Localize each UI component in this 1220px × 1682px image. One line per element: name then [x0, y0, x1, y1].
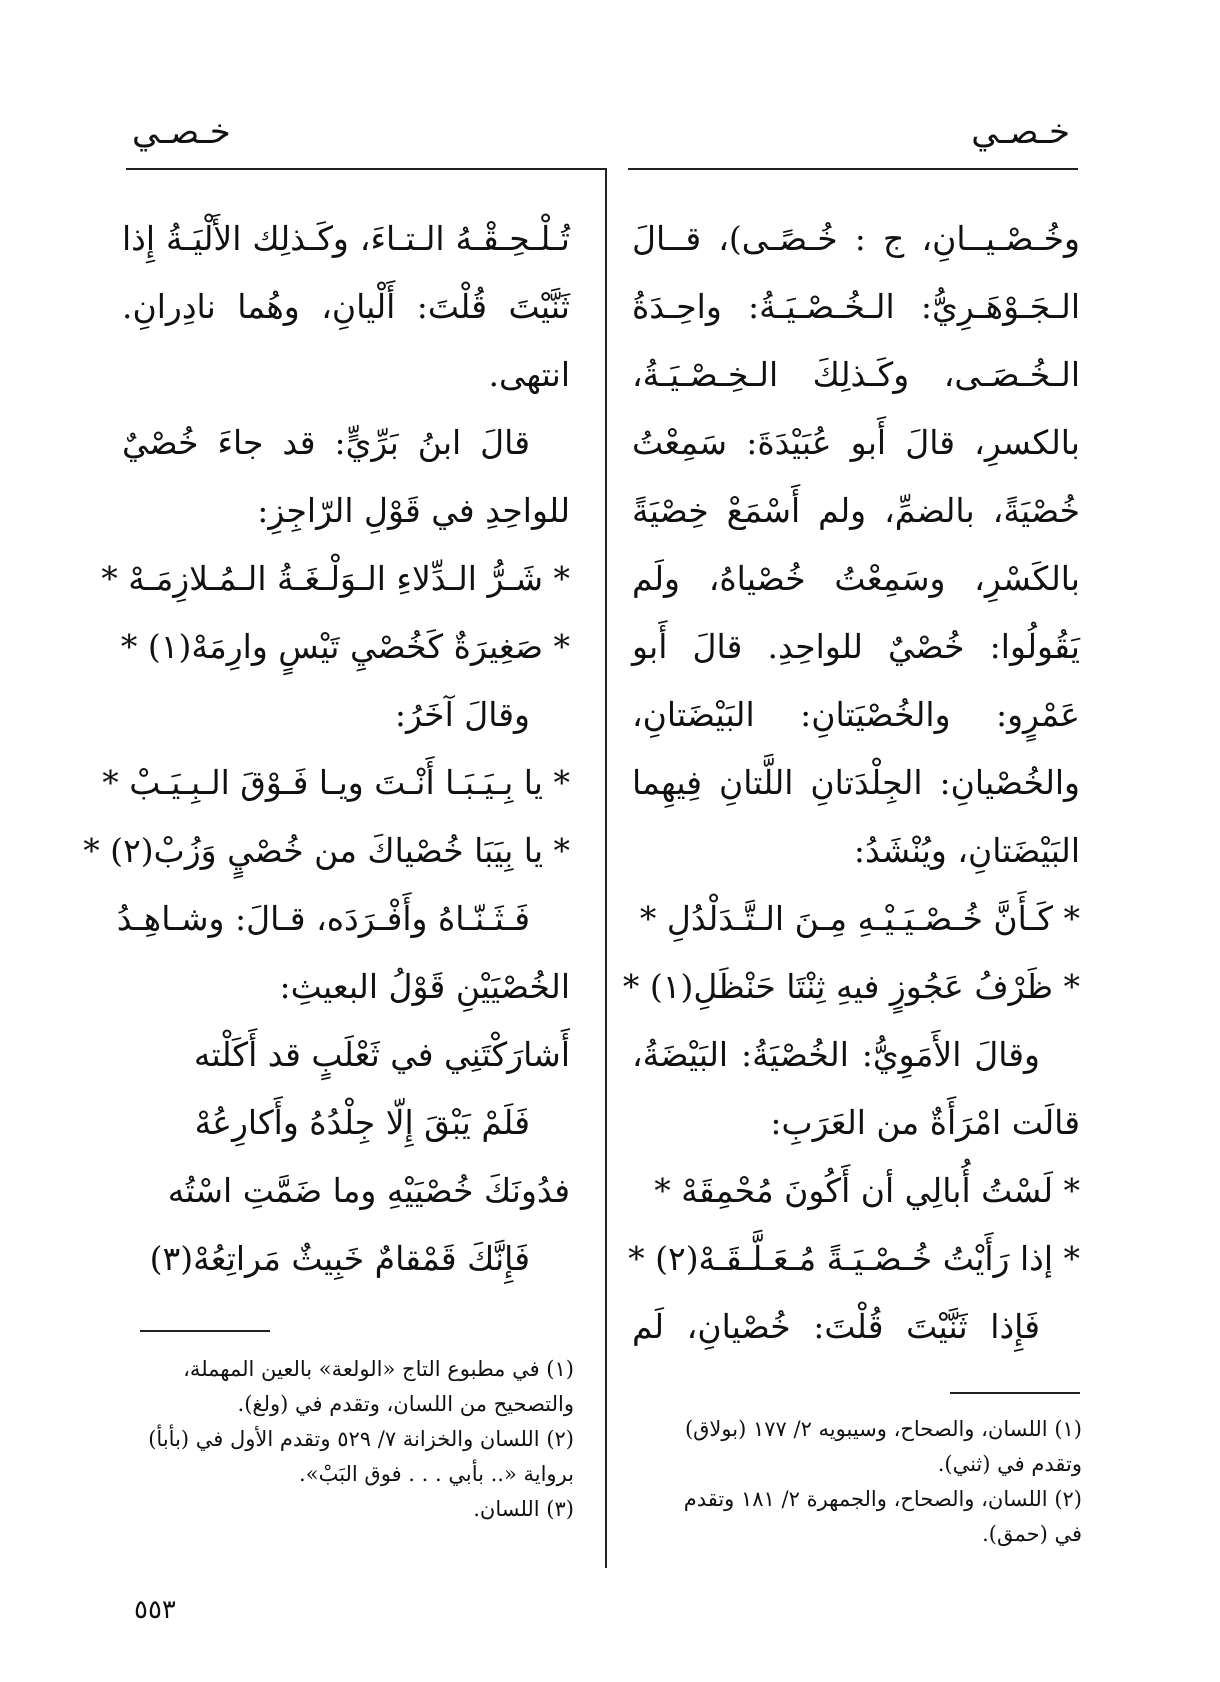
header-rule-left	[126, 168, 606, 170]
column-divider	[605, 168, 607, 1568]
verse-line: * ظَرْفُ عَجُوزٍ فيهِ ثِنْتَا حَنْظَلِ(١) *	[622, 967, 1080, 1006]
verse-line: * صَغِيرَةٌ كَخُصْيِ تَيْسٍ وارِمَهْ(١) *	[120, 627, 570, 666]
footnote: برواية «.. بأبي . . . فوق البَبْ».	[299, 1462, 574, 1486]
text-line: بالكَسْرِ، وسَمِعْتُ خُصْياهُ، ولَم	[632, 559, 1080, 598]
footnote: وتقدم في (ثني).	[937, 1452, 1082, 1476]
verse-line: * كَـأَنَّ خُـصْـيَـيْـهِ مِـنَ الـتَّـدَلْدُلِ *	[639, 899, 1080, 938]
verse-line: * شَـرُّ الـدِّلاءِ الـوَلْـغَـةُ الـمُـلازِمَـهْ *	[101, 559, 570, 598]
text-line: والخُصْيانِ: الجِلْدَتانِ اللَّتانِ فِيهِما	[632, 763, 1080, 802]
text-line: للواحِدِ في قَوْلِ الرّاجِزِ:	[257, 491, 570, 530]
text-line: ثَنَّيْتَ قُلْتَ: أَلْيانِ، وهُما نادِرانِ.	[122, 287, 570, 326]
poem-hemistich: فَإِنَّكَ قَمْقامٌ خَبِيثٌ مَراتِعُهْ(٣)	[149, 1239, 530, 1278]
footnote: في (حمق).	[982, 1522, 1082, 1546]
text-line: انتهى.	[488, 355, 570, 394]
text-line: بالكسرِ، قالَ أَبو عُبَيْدَةَ: سَمِعْتُ	[632, 423, 1080, 462]
verse-line: * يا بِـيَـبَـا أَنْـتَ ويـا فَـوْقَ الـبِـيَـبْ *	[102, 763, 570, 802]
running-header-right: خـصـي	[971, 112, 1070, 152]
footnote: (١) اللسان، والصحاح، وسيبويه ٢/ ١٧٧ (بولاق)	[684, 1417, 1082, 1441]
left-column	[83, 205, 570, 1293]
text-line: تُـلْـحِـقْـهُ الـتـاءَ، وكَـذلِك الأَلْيَـةُ إِذا	[122, 219, 570, 258]
text-line: وخُـصْـيــانِ، ج : خُـصًـى)، قــالَ	[632, 219, 1080, 258]
footnote-rule-right	[950, 1392, 1080, 1394]
text-line: قالَت امْرَأَةٌ من العَرَبِ:	[770, 1103, 1080, 1142]
text-line: عَمْرٍو: والخُصْيَتانِ: البَيْضَتانِ،	[632, 695, 1080, 734]
poem-hemistich: أَشارَكْتَنِي في ثَعْلَبٍ قد أَكَلْته	[193, 1035, 570, 1074]
text-line: فَإِذا ثَنَّيْتَ قُلْتَ: خُصْيانِ، لَم	[632, 1307, 1040, 1346]
right-column	[622, 205, 1080, 1361]
verse-line: * إذا رَأَيْتُ خُـصْـيَـةً مُـعَـلَّـقَـهْ(٢) *	[628, 1239, 1080, 1278]
footnote: (٢) اللسان والخزانة ٧/ ٥٢٩ وتقدم الأول في (بأبأ)	[148, 1427, 574, 1451]
text-line: يَقُولُوا: خُصْيٌ للواحِدِ. قالَ أَبو	[632, 627, 1080, 666]
page-number: ٥٥٣	[134, 1595, 176, 1625]
text-line: وقالَ الأَمَوِيُّ: الخُصْيَةُ: البَيْضَةُ،	[632, 1035, 1040, 1074]
poem-hemistich: فدُونَكَ خُصْيَيْهِ وما ضَمَّتِ اسْتُه	[167, 1171, 570, 1210]
text-line: الخُصْيَيْنِ قَوْلُ البعيثِ:	[279, 967, 570, 1006]
text-line: وقالَ آخَرُ:	[394, 695, 530, 734]
footnote: والتصحيح من اللسان، وتقدم في (ولغ).	[237, 1392, 574, 1416]
text-line: قالَ ابنُ بَرِّيٍّ: قد جاءَ خُصْيٌ	[122, 423, 530, 462]
footnote-rule-left	[140, 1330, 270, 1332]
running-header-left: خـصـي	[132, 112, 231, 152]
text-line: الـخُـصَـى، وكَـذلِكَ الـخِـصْـيَـةُ،	[632, 355, 1080, 394]
verse-line: * يا بِيَبَا خُصْياكَ من خُصْيٍ وَزُبْ(٢) *	[83, 831, 570, 870]
poem-hemistich: فَلَمْ يَبْقَ إِلّا جِلْدُهُ وأَكارِعُهْ	[194, 1103, 530, 1142]
text-line: خُصْيَةً، بالضمِّ، ولم أَسْمَعْ خِصْيَةً	[632, 491, 1080, 530]
footnote: (٢) اللسان، والصحاح، والجمهرة ٢/ ١٨١ وتقدم	[683, 1487, 1082, 1511]
verse-line: * لَسْتُ أُبالِي أن أَكُونَ مُحْمِقَهْ *	[654, 1171, 1080, 1210]
text-line: الـجَـوْهَـرِيُّ: الـخُـصْـيَـةُ: واحِـدَةُ	[632, 287, 1080, 326]
footnote: (١) في مطبوع التاج «الولعة» بالعين المهملة،	[183, 1357, 574, 1381]
footnotes-left	[122, 1352, 574, 1527]
text-line: البَيْضَتانِ، ويُنْشَدُ:	[853, 831, 1080, 870]
footnote: (٣) اللسان.	[473, 1497, 574, 1521]
text-line: فَـثَـنّـاهُ وأَفْـرَدَه، قـالَ: وشـاهِـدُ	[116, 899, 530, 938]
footnotes-right	[632, 1412, 1082, 1552]
header-rule-right	[628, 168, 1078, 170]
